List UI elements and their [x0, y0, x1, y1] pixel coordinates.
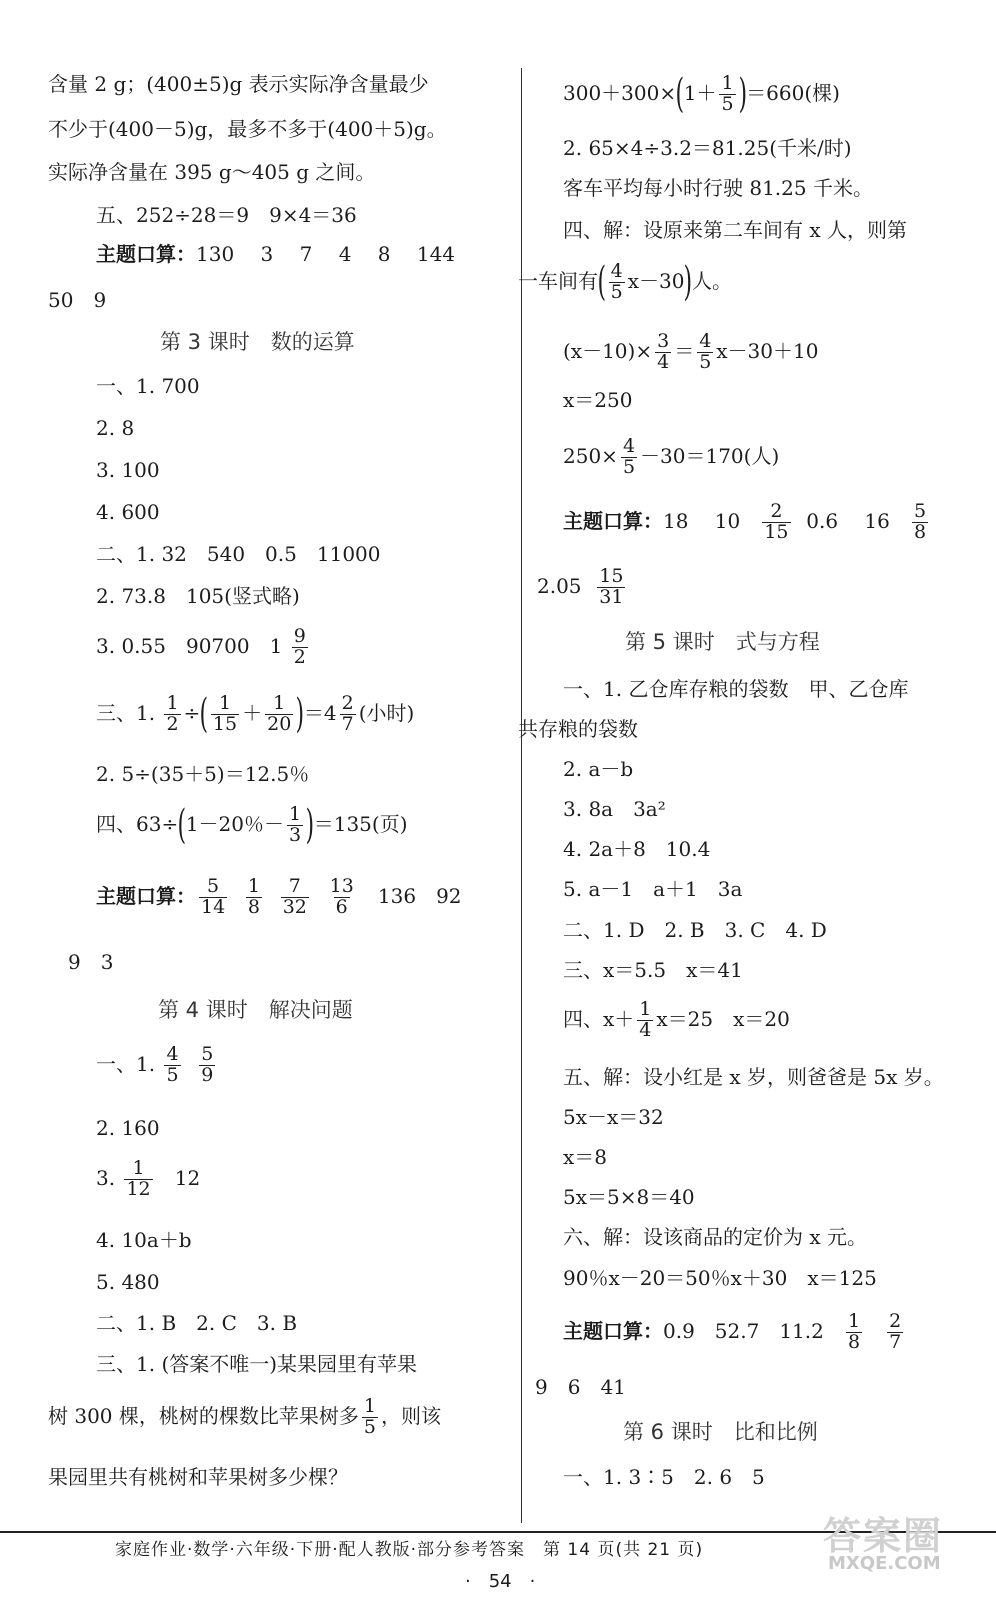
answer-line: 2. 65×4÷3.2＝81.25(千米/时): [563, 136, 852, 160]
numerator: 1: [289, 803, 302, 825]
answer-text: 四、x＋: [563, 1006, 635, 1031]
section-title: 第 4 课时 解决问题: [158, 998, 353, 1022]
answer-text: 四、63÷: [96, 811, 179, 836]
mental-calc-line: [96, 244, 455, 264]
numerator: 1: [247, 875, 260, 897]
numerator: 1: [363, 1395, 376, 1417]
fraction: [124, 1159, 152, 1200]
mental-calc-values: 130 3 7 4 8 144: [196, 242, 456, 266]
denominator: 32: [282, 895, 307, 918]
footer-text: 家庭作业·数学·六年级·下册·配人教版·部分参考答案 第 14 页(共 21 页): [115, 1540, 704, 1560]
operator: ＝4: [303, 700, 337, 725]
denominator: 31: [599, 585, 624, 608]
watermark-url: MXQE.COM: [828, 1553, 941, 1574]
section-title: 第 5 课时 式与方程: [625, 630, 820, 654]
fraction: [887, 1312, 903, 1353]
answer-line: 2. 160: [96, 1116, 160, 1140]
section-title: 第 3 课时 数的运算: [160, 330, 355, 354]
answer-line: 4. 2a＋8 10.4: [563, 837, 711, 861]
answer-line: 五、252÷28＝9 9×4＝36: [96, 203, 357, 227]
mental-calc-line: [563, 502, 931, 543]
answer-line: 四、解：设原来第二车间有 x 人，则第: [563, 218, 907, 242]
denominator: 7: [341, 712, 354, 735]
fraction: [719, 74, 735, 115]
answer-line: 4. 600: [96, 500, 160, 524]
denominator: 14: [201, 895, 226, 918]
denominator: 2: [293, 645, 306, 668]
answer-line: 90％x－20＝50％x＋30 x＝125: [563, 1266, 877, 1290]
denominator: 5: [363, 1415, 376, 1438]
denominator: 7: [889, 1330, 902, 1353]
fraction: [199, 1045, 215, 1086]
numerator: 4: [610, 260, 623, 282]
mental-calc-label: 主题口算：: [563, 508, 663, 533]
answer-line: [563, 332, 818, 373]
fraction: [211, 694, 239, 735]
answer-text: ，则该: [380, 1403, 441, 1428]
answer-text: 250×: [563, 443, 618, 468]
fraction: [328, 877, 356, 918]
answer-text: (小时): [358, 700, 415, 725]
denominator: 8: [247, 895, 260, 918]
answer-line: [537, 567, 628, 608]
operator: ＝: [674, 338, 695, 363]
left-paren: (: [199, 691, 209, 738]
answer-text: 人。: [692, 268, 733, 293]
denominator: 6: [335, 895, 348, 918]
numerator: 13: [329, 875, 354, 897]
answer-line: 3. 100: [96, 458, 160, 482]
answer-text: x－30: [627, 268, 685, 293]
answer-line: 2. 73.8 105(竖式略): [96, 584, 300, 608]
mental-calc-values: 0.6 16: [806, 508, 890, 533]
answer-line: 二、1. 32 540 0.5 11000: [96, 542, 381, 566]
mental-calc-values: 136 92: [377, 883, 462, 908]
mental-calc-label: 主题口算：: [563, 1318, 663, 1343]
denominator: 2: [166, 712, 179, 735]
answer-line: 六、解：设该商品的定价为 x 元。: [563, 1225, 867, 1249]
fraction: [164, 694, 180, 735]
left-paren: (: [597, 259, 607, 306]
answer-line: 2. a－b: [563, 757, 634, 781]
answer-line: 9 3: [68, 950, 114, 974]
mental-calc-line: [563, 1312, 906, 1353]
numerator: 2: [889, 1310, 902, 1332]
numerator: 5: [207, 875, 220, 897]
mental-calc-label: 主题口算：: [96, 242, 196, 266]
denominator: 5: [166, 1063, 179, 1086]
numerator: 2: [770, 500, 783, 522]
fraction: [246, 877, 262, 918]
answer-text: 一、1.: [96, 1051, 156, 1076]
mental-calc-line: [96, 877, 462, 918]
fraction: [292, 627, 308, 668]
denominator: 9: [201, 1063, 214, 1086]
fraction: [362, 1397, 378, 1438]
answer-line: x＝8: [563, 1145, 608, 1169]
answer-line: 5. a－1 a＋1 3a: [563, 877, 743, 901]
denominator: 5: [622, 455, 636, 478]
denominator: 15: [212, 712, 238, 735]
answer-line: 二、1. D 2. B 3. C 4. D: [563, 918, 827, 942]
answer-line: [518, 259, 733, 306]
answer-line: 5. 480: [96, 1270, 160, 1294]
right-paren: ): [738, 71, 747, 118]
fraction: [340, 694, 356, 735]
answer-line: 一、1. 乙仓库存粮的袋数 甲、乙仓库: [563, 677, 909, 701]
fraction: [655, 332, 671, 373]
answer-line: [48, 1397, 441, 1438]
answer-line: 5x＝5×8＝40: [563, 1185, 695, 1209]
right-paren: ): [295, 691, 305, 738]
answer-line: x＝250: [563, 388, 633, 412]
denominator: 4: [657, 350, 670, 373]
answer-text: x＝25 x＝20: [656, 1006, 790, 1031]
denominator: 8: [847, 1330, 861, 1353]
answer-line: 3. 8a 3a²: [563, 797, 666, 821]
numerator: 1: [166, 692, 179, 714]
answer-text: ＝135(页): [313, 811, 408, 836]
right-paren: ): [683, 259, 693, 306]
answer-line: 客车平均每小时行驶 81.25 千米。: [563, 176, 873, 200]
mental-calc-label: 主题口算：: [96, 883, 196, 908]
watermark-logo: [808, 1505, 978, 1575]
fraction: [609, 262, 625, 303]
mental-calc-values: 0.9 52.7 11.2: [663, 1318, 824, 1343]
answer-text: 300＋300×: [563, 80, 677, 105]
answer-text: 3. 0.55 90700 1: [96, 633, 283, 658]
fraction: [265, 694, 293, 735]
numerator: 4: [166, 1043, 179, 1065]
denominator: 12: [126, 1177, 151, 1200]
answer-text: (x－10)×: [563, 338, 653, 363]
numerator: 1: [218, 692, 232, 714]
operator: ＋: [242, 700, 263, 725]
numerator: 9: [293, 625, 306, 647]
fraction: [637, 1000, 653, 1041]
answer-line: 共存粮的袋数: [518, 717, 638, 741]
answer-text: －30＝170(人): [640, 443, 780, 468]
answer-line: 2. 5÷(35＋5)＝12.5％: [96, 762, 310, 786]
denominator: 15: [764, 520, 789, 543]
fraction: [697, 332, 713, 373]
numerator: 1: [721, 72, 734, 94]
numerator: 1: [639, 998, 652, 1020]
fraction: [597, 567, 625, 608]
denominator: 5: [721, 92, 734, 115]
answer-line: 三、1. (答案不唯一)某果园里有苹果: [96, 1352, 418, 1376]
answer-line: 一、1. 700: [96, 374, 200, 398]
numerator: 4: [699, 330, 712, 352]
answer-text: 12: [174, 1165, 201, 1190]
answer-line: 4. 10a＋b: [96, 1228, 192, 1252]
answer-line: [96, 627, 311, 668]
fraction: [846, 1312, 862, 1353]
numerator: 5: [913, 500, 927, 522]
numerator: 2: [341, 692, 354, 714]
answer-line: [96, 691, 415, 738]
answer-line: 50 9: [48, 288, 107, 312]
denominator: 5: [699, 350, 712, 373]
fraction: [281, 877, 309, 918]
answer-text: 1＋: [683, 80, 717, 105]
answer-line: [563, 437, 779, 478]
denominator: 20: [267, 712, 292, 735]
fraction: [762, 502, 790, 543]
fraction: [621, 437, 637, 478]
numerator: 1: [132, 1157, 145, 1179]
denominator: 8: [913, 520, 927, 543]
answer-line: [563, 71, 840, 118]
left-paren: (: [177, 802, 187, 849]
fraction: [164, 1045, 180, 1086]
denominator: 4: [639, 1018, 652, 1041]
answer-text: 2.05: [537, 573, 582, 598]
page-number: · 54 ·: [465, 1571, 536, 1592]
answer-text: 一车间有: [518, 268, 598, 293]
answer-text: 3.: [96, 1165, 116, 1190]
answer-line: 三、x＝5.5 x＝41: [563, 958, 743, 982]
section-title: 第 6 课时 比和比例: [623, 1420, 818, 1444]
right-paren: ): [305, 802, 315, 849]
denominator: 5: [610, 280, 623, 303]
answer-line: 5x－x＝32: [563, 1105, 664, 1129]
answer-line: 果园里共有桃树和苹果树多少棵？: [48, 1465, 348, 1489]
numerator: 5: [201, 1043, 214, 1065]
numerator: 3: [657, 330, 670, 352]
answer-line: 二、1. B 2. C 3. B: [96, 1311, 298, 1335]
answer-line: [563, 1000, 790, 1041]
numerator: 7: [288, 875, 301, 897]
denominator: 3: [289, 823, 302, 846]
answer-line: [96, 1159, 200, 1200]
answer-line: 9 6 41: [535, 1375, 626, 1399]
fraction: [912, 502, 928, 543]
answer-text: x－30＋10: [716, 338, 819, 363]
numerator: 1: [847, 1310, 861, 1332]
operator: ÷: [183, 700, 201, 725]
answer-text: 树 300 棵，桃树的棵数比苹果树多: [48, 1403, 359, 1428]
answer-text: 三、1.: [96, 700, 156, 725]
answer-line: 五、解：设小红是 x 岁，则爸爸是 5x 岁。: [563, 1065, 944, 1089]
answer-line: [96, 1045, 218, 1086]
text-line: 不少于(400－5)g，最多不多于(400＋5)g。: [48, 117, 447, 141]
watermark-text: 答案圈: [823, 1514, 944, 1558]
answer-text: ＝660(棵): [746, 80, 840, 105]
answer-text: 1－20％－: [185, 811, 285, 836]
fraction: [199, 877, 227, 918]
numerator: 4: [622, 435, 636, 457]
numerator: 15: [599, 565, 624, 587]
answer-line: 2. 8: [96, 416, 135, 440]
left-paren: (: [675, 71, 685, 118]
answer-line: [96, 802, 408, 849]
answer-line: 一、1. 3∶5 2. 6 5: [563, 1465, 765, 1489]
text-line: 含量 2 g；(400±5)g 表示实际净含量最少: [48, 72, 429, 96]
text-line: 实际净含量在 395 g～405 g 之间。: [48, 160, 376, 184]
fraction: [287, 805, 303, 846]
numerator: 1: [273, 692, 286, 714]
mental-calc-values: 18 10: [663, 508, 741, 533]
